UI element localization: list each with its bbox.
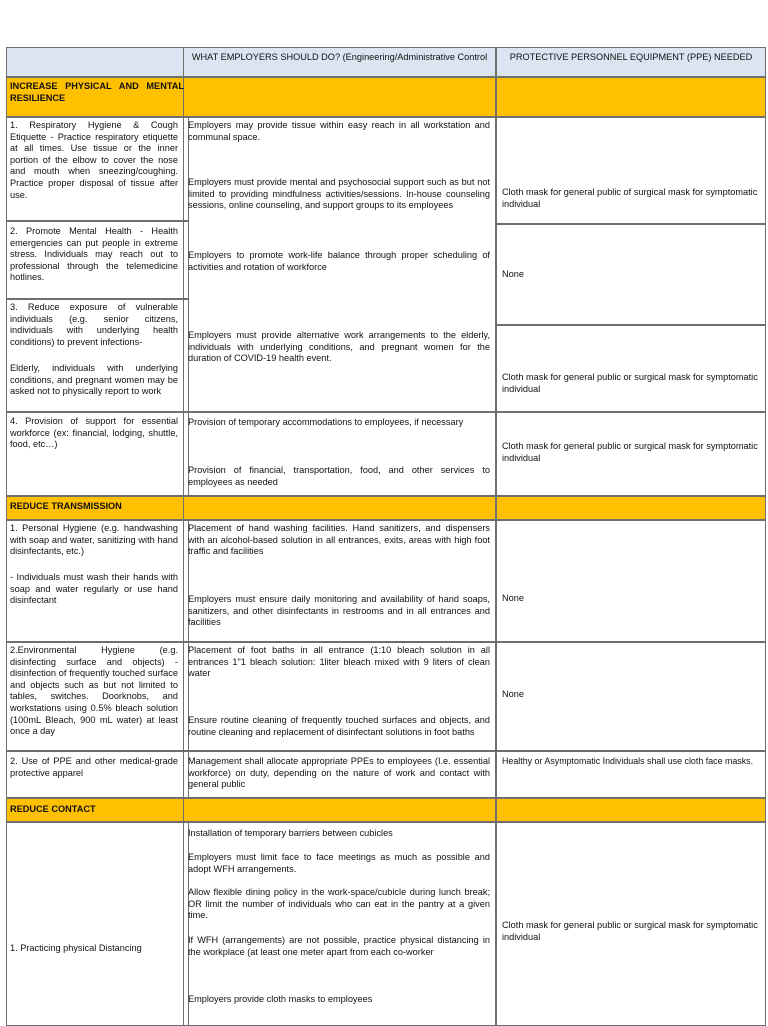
resilience-left-text-3b: Elderly, individuals with underlying conditions, and pregnant women may be asked not to physically report to work bbox=[10, 363, 178, 397]
resilience-ppe-text-4: Cloth mask for general public or surgical mask for symptomatic individual bbox=[502, 441, 758, 463]
transmission-ppe-text-3: Healthy or Asymptomatic Individuals shall use cloth face masks. bbox=[502, 756, 754, 766]
contact-mid-text-2: Employers must limit face to face meetings as much as possible and adopt WFH arrangements. bbox=[188, 852, 490, 874]
resilience-mid-text-5: Provision of temporary accommodations to employees, if necessary bbox=[188, 417, 464, 427]
contact-mid-text-3: Allow flexible dining policy in the work-space/cubicle during lunch break; OR limit the number of individuals who can eat in the pantry at a given time. bbox=[188, 887, 490, 921]
transmission-mid-text-2: Employers must ensure daily monitoring and availability of hand soaps, sanitizers, and other disinfectants in restrooms and in all entrances and facilities bbox=[188, 594, 490, 628]
transmission-mid-text-3: Placement of foot baths in all entrance (1:10 bleach solution in all entrances 1"1 bleach solution: 1liter bleach mixed with 9 liters of clean water bbox=[188, 645, 490, 679]
transmission-left-text-3: 2. Use of PPE and other medical-grade protective apparel bbox=[10, 756, 178, 778]
transmission-mid-text-4: Ensure routine cleaning of frequently touched surfaces and objects, and routine cleaning and replacement of disinfectant solutions in foot baths bbox=[188, 715, 490, 737]
section-contact-mid bbox=[183, 798, 496, 822]
contact-left-text-1: 1. Practicing physical Distancing bbox=[10, 943, 142, 953]
resilience-ppe-text-3: Cloth mask for general public or surgical mask for symptomatic individual bbox=[502, 372, 758, 394]
resilience-ppe-3 bbox=[496, 325, 766, 412]
transmission-ppe-text-2: None bbox=[502, 689, 524, 699]
section-transmission-mid bbox=[183, 496, 496, 520]
transmission-left-text-2: 2.Environmental Hygiene (e.g. disinfecting surface and objects) - disinfection of frequently touched surface and objects such as but not limited to tables, switches. Doorknobs, and workstations using 0.5% bleach solution (100mL Bleach, 900 mL water) at least once a day bbox=[10, 645, 178, 737]
transmission-ppe-1 bbox=[496, 520, 766, 642]
resilience-mid-text-1: Employers may provide tissue within easy reach in all workstation and communal space. bbox=[188, 120, 490, 142]
resilience-left-text-3a: 3. Reduce exposure of vulnerable individuals (e.g. senior citizens, individuals with underlying health conditions) to prevent infections- bbox=[10, 302, 178, 347]
resilience-mid-text-6: Provision of financial, transportation, food, and other services to employees as needed bbox=[188, 465, 490, 487]
contact-mid-text-5: Employers provide cloth masks to employees bbox=[188, 994, 373, 1004]
transmission-ppe-text-1: None bbox=[502, 593, 524, 603]
header-ppe-label: PROTECTIVE PERSONNEL EQUIPMENT (PPE) NEEDED bbox=[509, 52, 753, 62]
header-cell-empty bbox=[6, 47, 189, 77]
resilience-left-text-1: 1. Respiratory Hygiene & Cough Etiquette - Practice respiratory etiquette at all times. Use tissue or the inner portion of the elbow to cover the nose and mouth when sneezing/coughing. Practice proper disposal of tissue after use. bbox=[10, 120, 178, 200]
resilience-mid-text-4: Employers must provide alternative work arrangements to the elderly, individuals with underlying conditions, and pregnant women for the duration of COVID-19 health event. bbox=[188, 330, 490, 364]
contact-mid-text-4: If WFH (arrangements) are not possible, practice physical distancing in the workplace (at least one meter apart from each co-worker bbox=[188, 935, 490, 957]
section-transmission-ppe bbox=[496, 496, 766, 520]
transmission-left-text-1b: - Individuals must wash their hands with soap and water regularly or use hand disinfectant bbox=[10, 572, 178, 606]
section-transmission-title: REDUCE TRANSMISSION bbox=[10, 501, 122, 511]
resilience-mid-text-2: Employers must provide mental and psychosocial support such as but not limited to providing mindfulness activities/sessions. In-house counseling sessions, online counseling, and support groups to its employees bbox=[188, 177, 490, 211]
resilience-left-text-4: 4. Provision of support for essential workforce (ex: financial, lodging, shuttle, food, etc…) bbox=[10, 416, 178, 450]
transmission-mid-text-1: Placement of hand washing facilities. Hand sanitizers, and dispensers with an alcohol-based solution in all entrances, exits, areas with high foot traffic and facilities bbox=[188, 523, 490, 557]
transmission-mid-text-5: Management shall allocate appropriate PPEs to employees (I.e. essential workforce) on duty, depending on the nature of work and contact with general public bbox=[188, 756, 490, 790]
section-contact-title: REDUCE CONTACT bbox=[10, 804, 96, 814]
resilience-ppe-text-2: None bbox=[502, 269, 524, 279]
resilience-left-text-2: 2. Promote Mental Health - Health emergencies can put people in extreme stress. Individuals may reach out to professional through the telemedicine hotlines. bbox=[10, 226, 178, 283]
transmission-left-text-1a: 1. Personal Hygiene (e.g. handwashing with soap and water, sanitizing with hand disinfectants, etc.) bbox=[10, 523, 178, 557]
resilience-ppe-text-1: Cloth mask for general public of surgical mask for symptomatic individual bbox=[502, 187, 758, 209]
section-contact-ppe bbox=[496, 798, 766, 822]
contact-ppe-text-1: Cloth mask for general public or surgical mask for symptomatic individual bbox=[502, 920, 758, 942]
section-resilience-title: INCREASE PHYSICAL AND MENTAL RESILIENCE bbox=[10, 81, 184, 103]
contact-mid-text-1: Installation of temporary barriers between cubicles bbox=[188, 828, 393, 838]
resilience-mid-text-3: Employers to promote work-life balance through proper scheduling of activities and rotation of workforce bbox=[188, 250, 490, 272]
section-resilience-ppe bbox=[496, 77, 766, 117]
header-employers-label: WHAT EMPLOYERS SHOULD DO? (Engineering/Administrative Control bbox=[191, 52, 488, 62]
contact-left-1 bbox=[6, 822, 189, 1026]
section-resilience-mid bbox=[183, 77, 496, 117]
